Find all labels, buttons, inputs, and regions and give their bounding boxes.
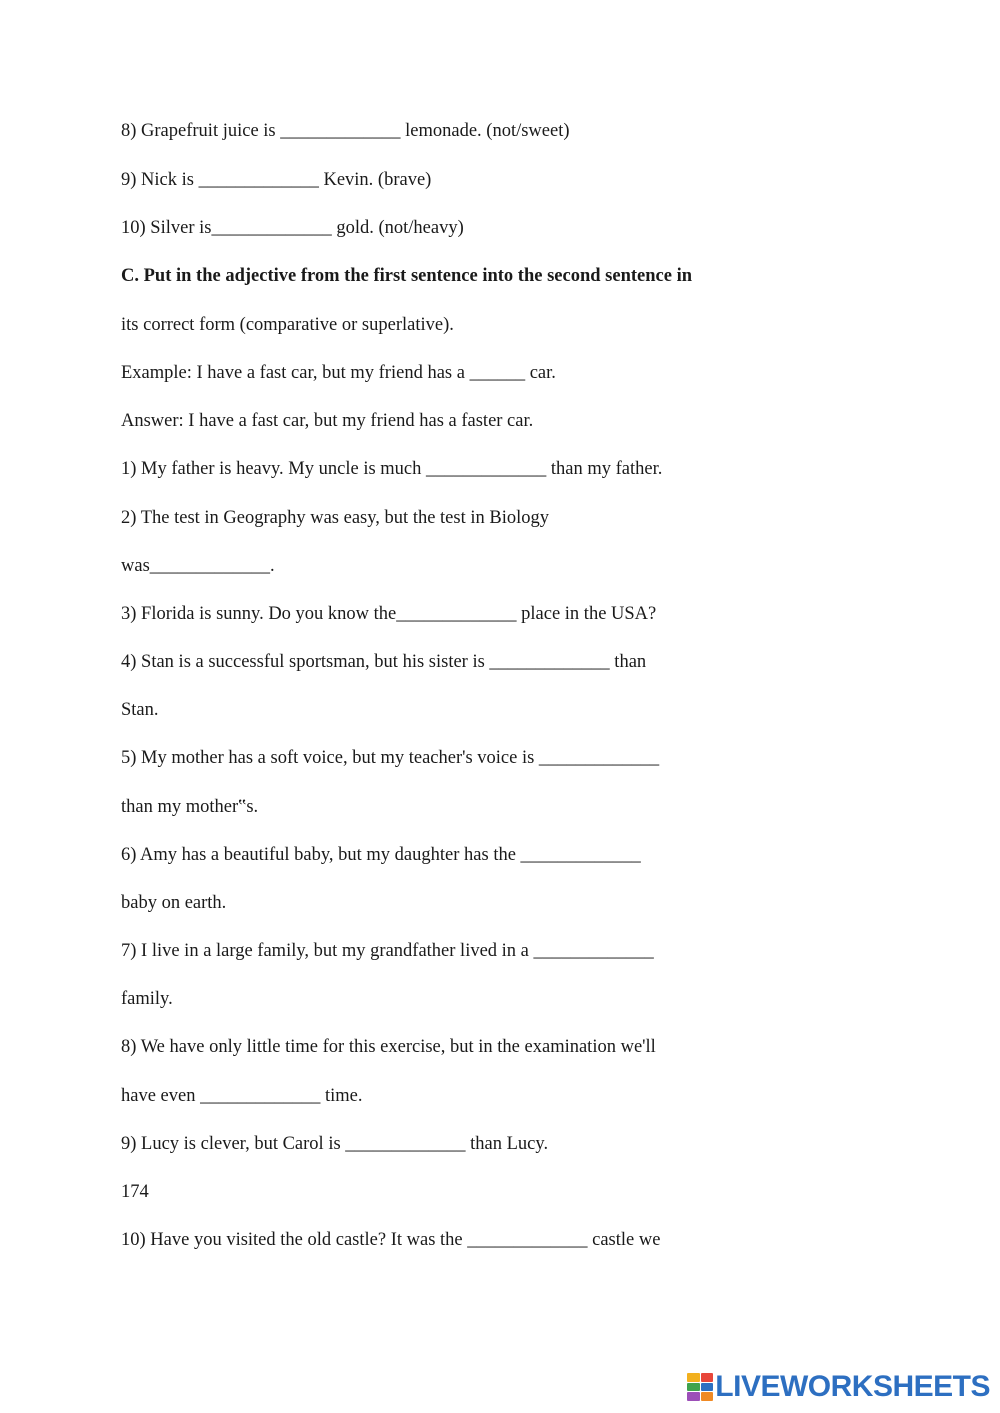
exercise-item-c6: 6) Amy has a beautiful baby, but my daughter has the _____________: [121, 845, 641, 865]
section-c-answer: Answer: I have a fast car, but my friend has a faster car.: [121, 411, 534, 431]
exercise-item-b10: 10) Silver is_____________ gold. (not/heavy): [121, 218, 464, 238]
exercise-item-c8-continued: have even _____________ time.: [121, 1086, 363, 1106]
exercise-item-c7-continued: family.: [121, 989, 173, 1009]
exercise-item-c5: 5) My mother has a soft voice, but my teacher's voice is _____________: [121, 748, 660, 768]
page-number: 174: [121, 1182, 149, 1202]
exercise-item-b8: 8) Grapefruit juice is _____________ lemonade. (not/sweet): [121, 121, 570, 141]
logo-tile: [701, 1392, 714, 1401]
logo-tile: [701, 1373, 714, 1382]
exercise-item-c2: 2) The test in Geography was easy, but the test in Biology: [121, 508, 549, 528]
exercise-item-c4-continued: Stan.: [121, 700, 159, 720]
exercise-item-b9: 9) Nick is _____________ Kevin. (brave): [121, 170, 432, 190]
liveworksheets-logo[interactable]: [687, 1369, 990, 1405]
logo-text: LIVEWORKSHEETS: [715, 1370, 990, 1403]
exercise-item-c4: 4) Stan is a successful sportsman, but his sister is _____________ than: [121, 652, 647, 672]
exercise-item-c6-continued: baby on earth.: [121, 893, 227, 913]
exercise-item-c5-continued: than my mother‟s.: [121, 797, 259, 817]
exercise-item-c10: 10) Have you visited the old castle? It was the _____________ castle we: [121, 1230, 661, 1250]
section-c-example: Example: I have a fast car, but my friend has a ______ car.: [121, 363, 556, 383]
exercise-item-c3: 3) Florida is sunny. Do you know the_____________ place in the USA?: [121, 604, 657, 624]
logo-tile: [701, 1383, 714, 1392]
exercise-item-c9: 9) Lucy is clever, but Carol is _____________ than Lucy.: [121, 1134, 549, 1154]
exercise-item-c8: 8) We have only little time for this exercise, but in the examination we'll: [121, 1037, 656, 1057]
logo-tile: [687, 1392, 700, 1401]
logo-tile: [687, 1383, 700, 1392]
liveworksheets-logo-icon: [687, 1373, 713, 1401]
logo-tile: [687, 1373, 700, 1382]
section-c-heading: C. Put in the adjective from the first sentence into the second sentence in: [121, 266, 693, 286]
exercise-item-c7: 7) I live in a large family, but my grandfather lived in a _____________: [121, 941, 654, 961]
exercise-item-c1: 1) My father is heavy. My uncle is much _____________ than my father.: [121, 459, 663, 479]
exercise-item-c2-continued: was_____________.: [121, 556, 275, 576]
section-c-heading-continued: its correct form (comparative or superlative).: [121, 315, 454, 335]
